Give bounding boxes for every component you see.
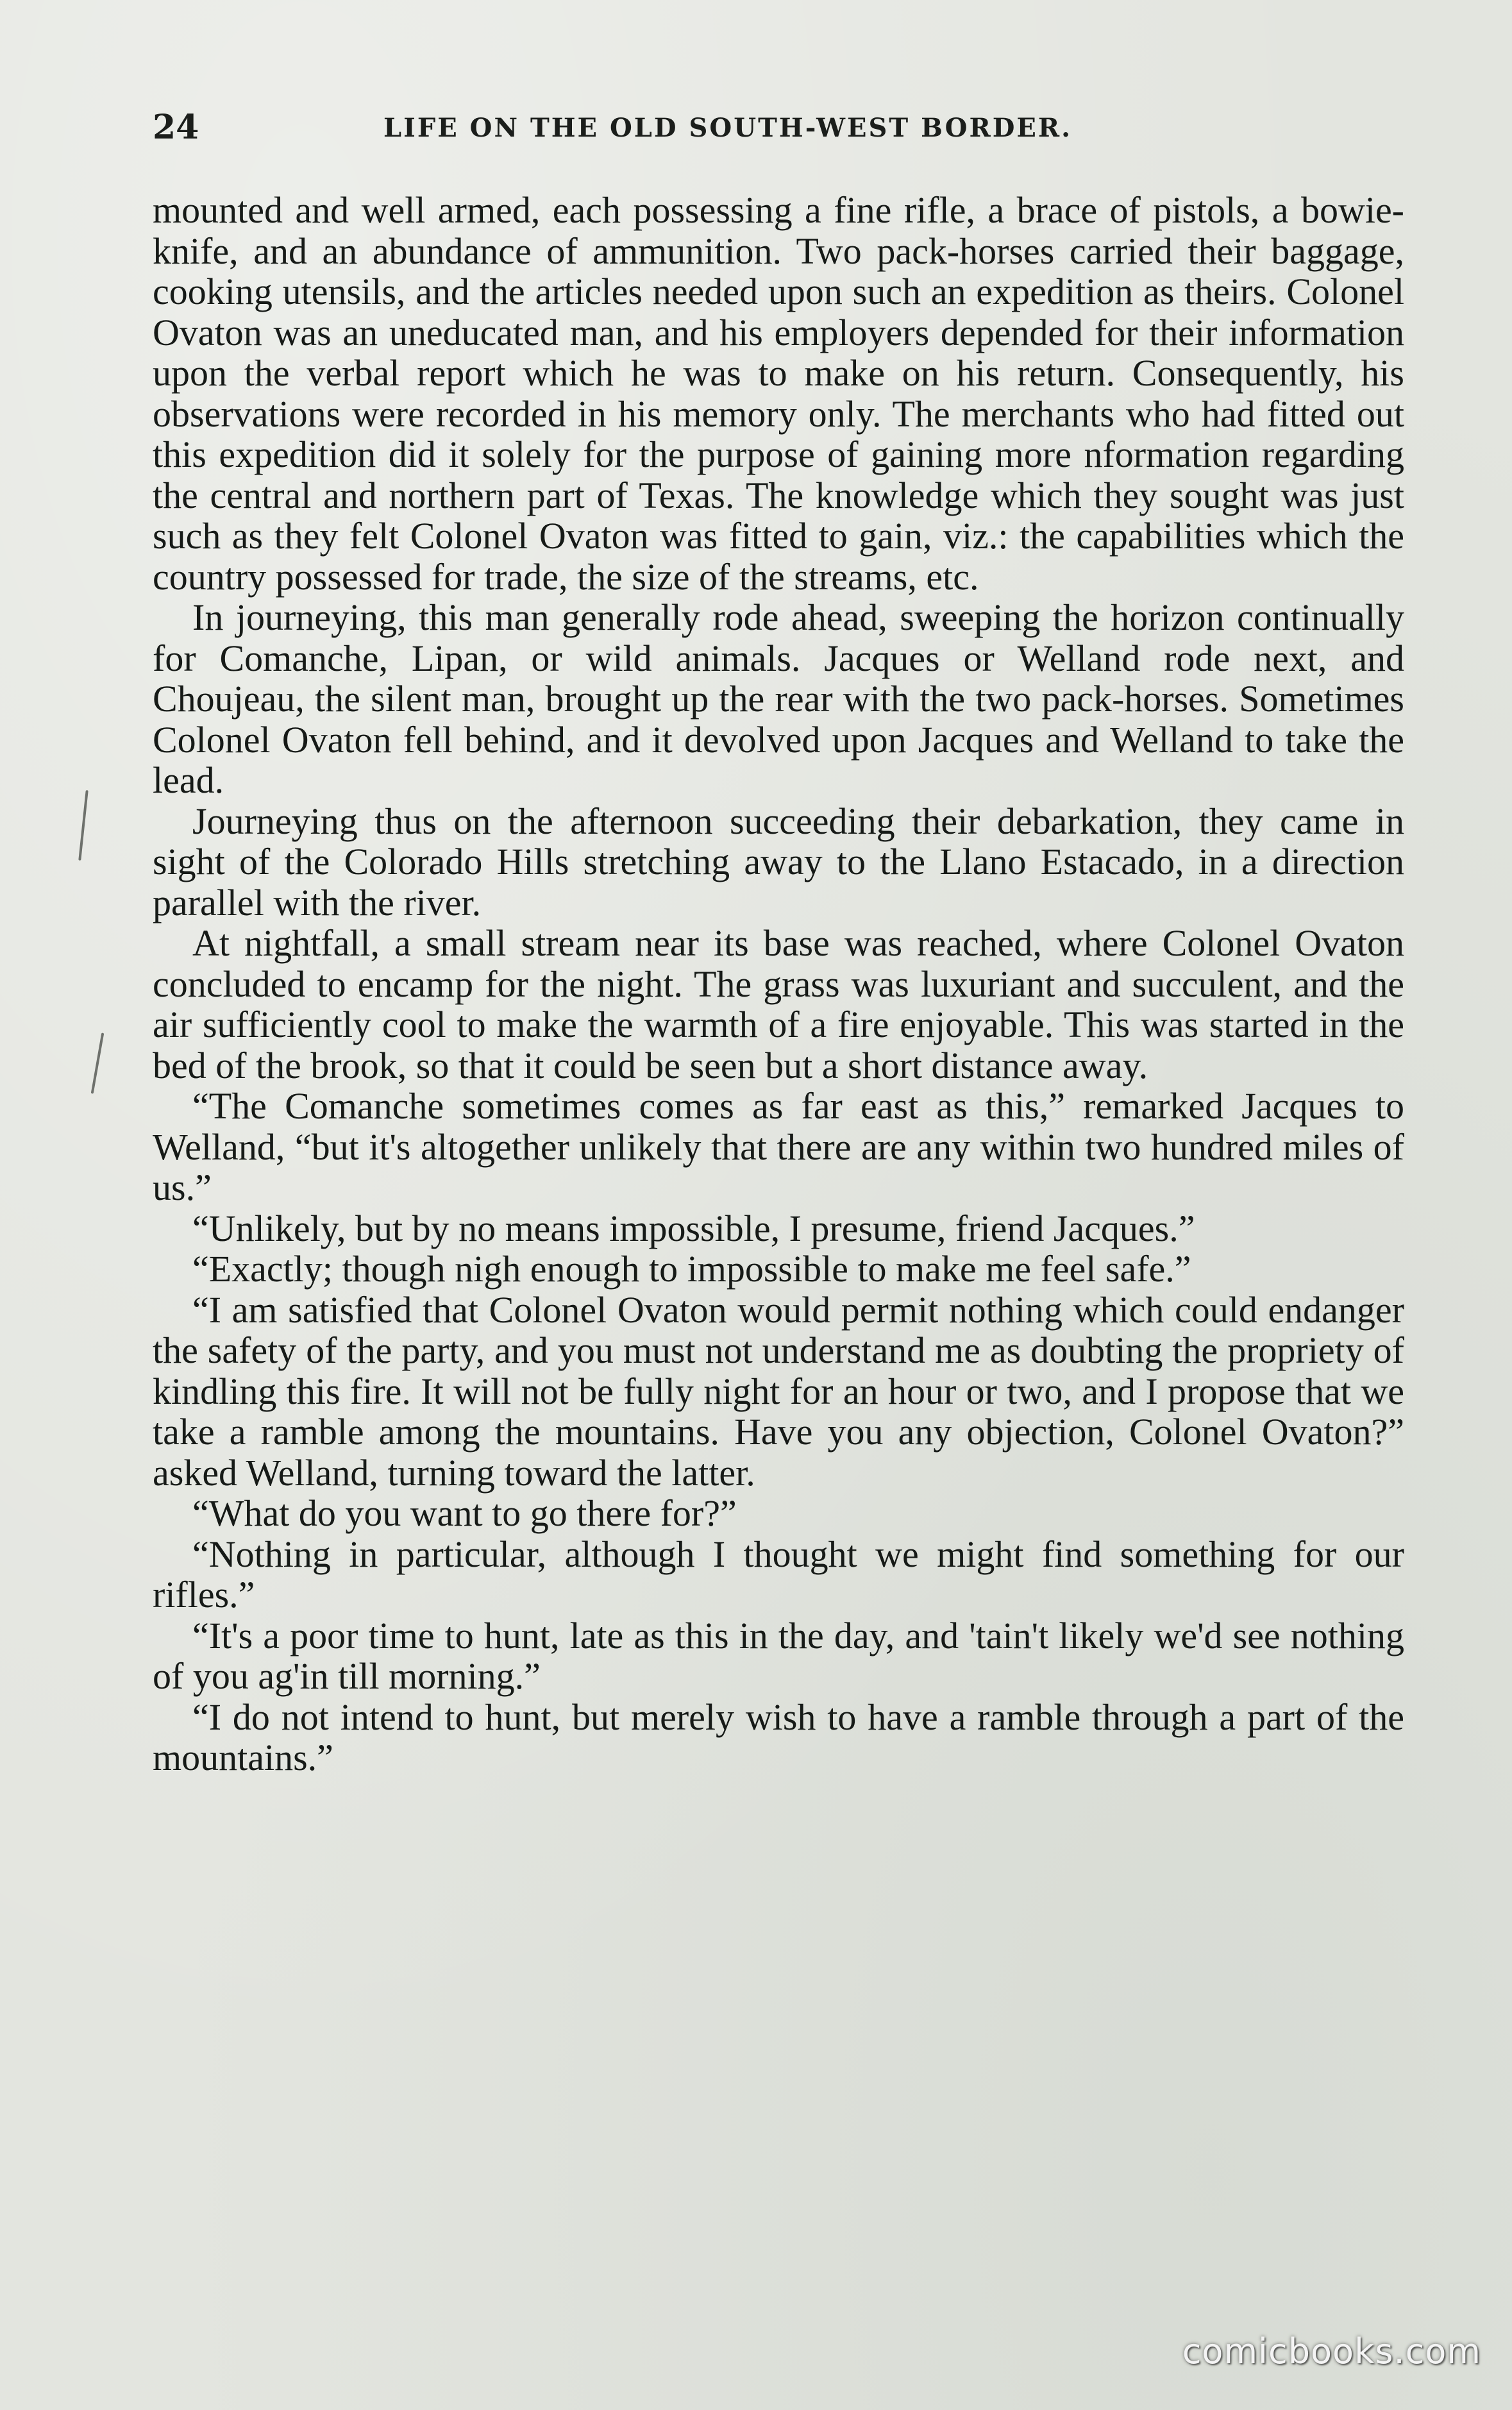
paragraph: “What do you want to go there for?” [192, 1492, 737, 1534]
paragraph: “The Comanche sometimes comes as far east as this,” remarked Jacques to Welland, “but it's altogether unlikely that there are any within two hundred miles of us.” [153, 1085, 1404, 1208]
paragraph: “I am satisfied that Colonel Ovaton would permit nothing which could endanger the safety of the party, and you must not understand me as doubting the propriety of kindling this fire. It will not be fully night for an hour or two, and I propose that we take a ramble among the mountains. Have you any objection, Colonel Ovaton?” asked Welland, turning toward the latter. [153, 1288, 1404, 1494]
paragraph: In journeying, this man generally rode ahead, sweeping the horizon continually for Comanche, Lipan, or wild animals. Jacques or Welland rode next, and Choujeau, the silent man, brought up the rear with the two pack-horses. Sometimes Colonel Ovaton fell behind, and it devolved upon Jacques and Welland to take the lead. [153, 596, 1404, 801]
page-header [153, 108, 1404, 153]
paragraph: At nightfall, a small stream near its base was reached, where Colonel Ovaton concluded to encamp for the night. The grass was luxuriant and succulent, and the air sufficiently cool to make the warmth of a fire enjoyable. This was started in the bed of the brook, so that it could be seen but a short distance away. [153, 922, 1404, 1086]
paragraph: “Nothing in particular, although I thought we might find something for our rifles.” [153, 1533, 1404, 1615]
paragraph: “It's a poor time to hunt, late as this in the day, and 'tain't likely we'd see nothing of you ag'in till morning.” [153, 1614, 1404, 1697]
watermark: comicbooks.com [1182, 2331, 1481, 2372]
paragraph: “Exactly; though nigh enough to impossible to make me feel safe.” [192, 1248, 1191, 1290]
paragraph: Journeying thus on the afternoon succeeding their debarkation, they came in sight of the Colorado Hills stretching away to the Llano Estacado, in a direction parallel with the river. [153, 800, 1404, 923]
body-text [153, 190, 1404, 2280]
paragraph: “Unlikely, but by no means impossible, I presume, friend Jacques.” [192, 1207, 1195, 1249]
paragraph: mounted and well armed, each possessing a fine rifle, a brace of pistols, a bowie-knife, and an abundance of ammunition. Two pack-horses carried their baggage, cooking utensils, and the articles needed upon such an expedition as theirs. Colonel Ovaton was an uneducated man, and his employers depended for their information upon the verbal report which he was to make on his return. Consequently, his observations were recorded in his memory only. The merchants who had fitted out this expedition did it solely for the purpose of gaining more nformation regarding the central and northern part of Texas. The knowledge which they sought was just such as they felt Colonel Ovaton was fitted to gain, viz.: the capabilities which the country possessed for trade, the size of the streams, etc. [153, 189, 1404, 598]
running-head: LIFE ON THE OLD SOUTH-WEST BORDER. [383, 113, 1073, 143]
paragraph: “I do not intend to hunt, but merely wish to have a ramble through a part of the mountains.” [153, 1696, 1404, 1778]
pencil-mark [91, 1032, 105, 1093]
page-number: 24 [153, 108, 199, 147]
pencil-mark [78, 790, 88, 861]
